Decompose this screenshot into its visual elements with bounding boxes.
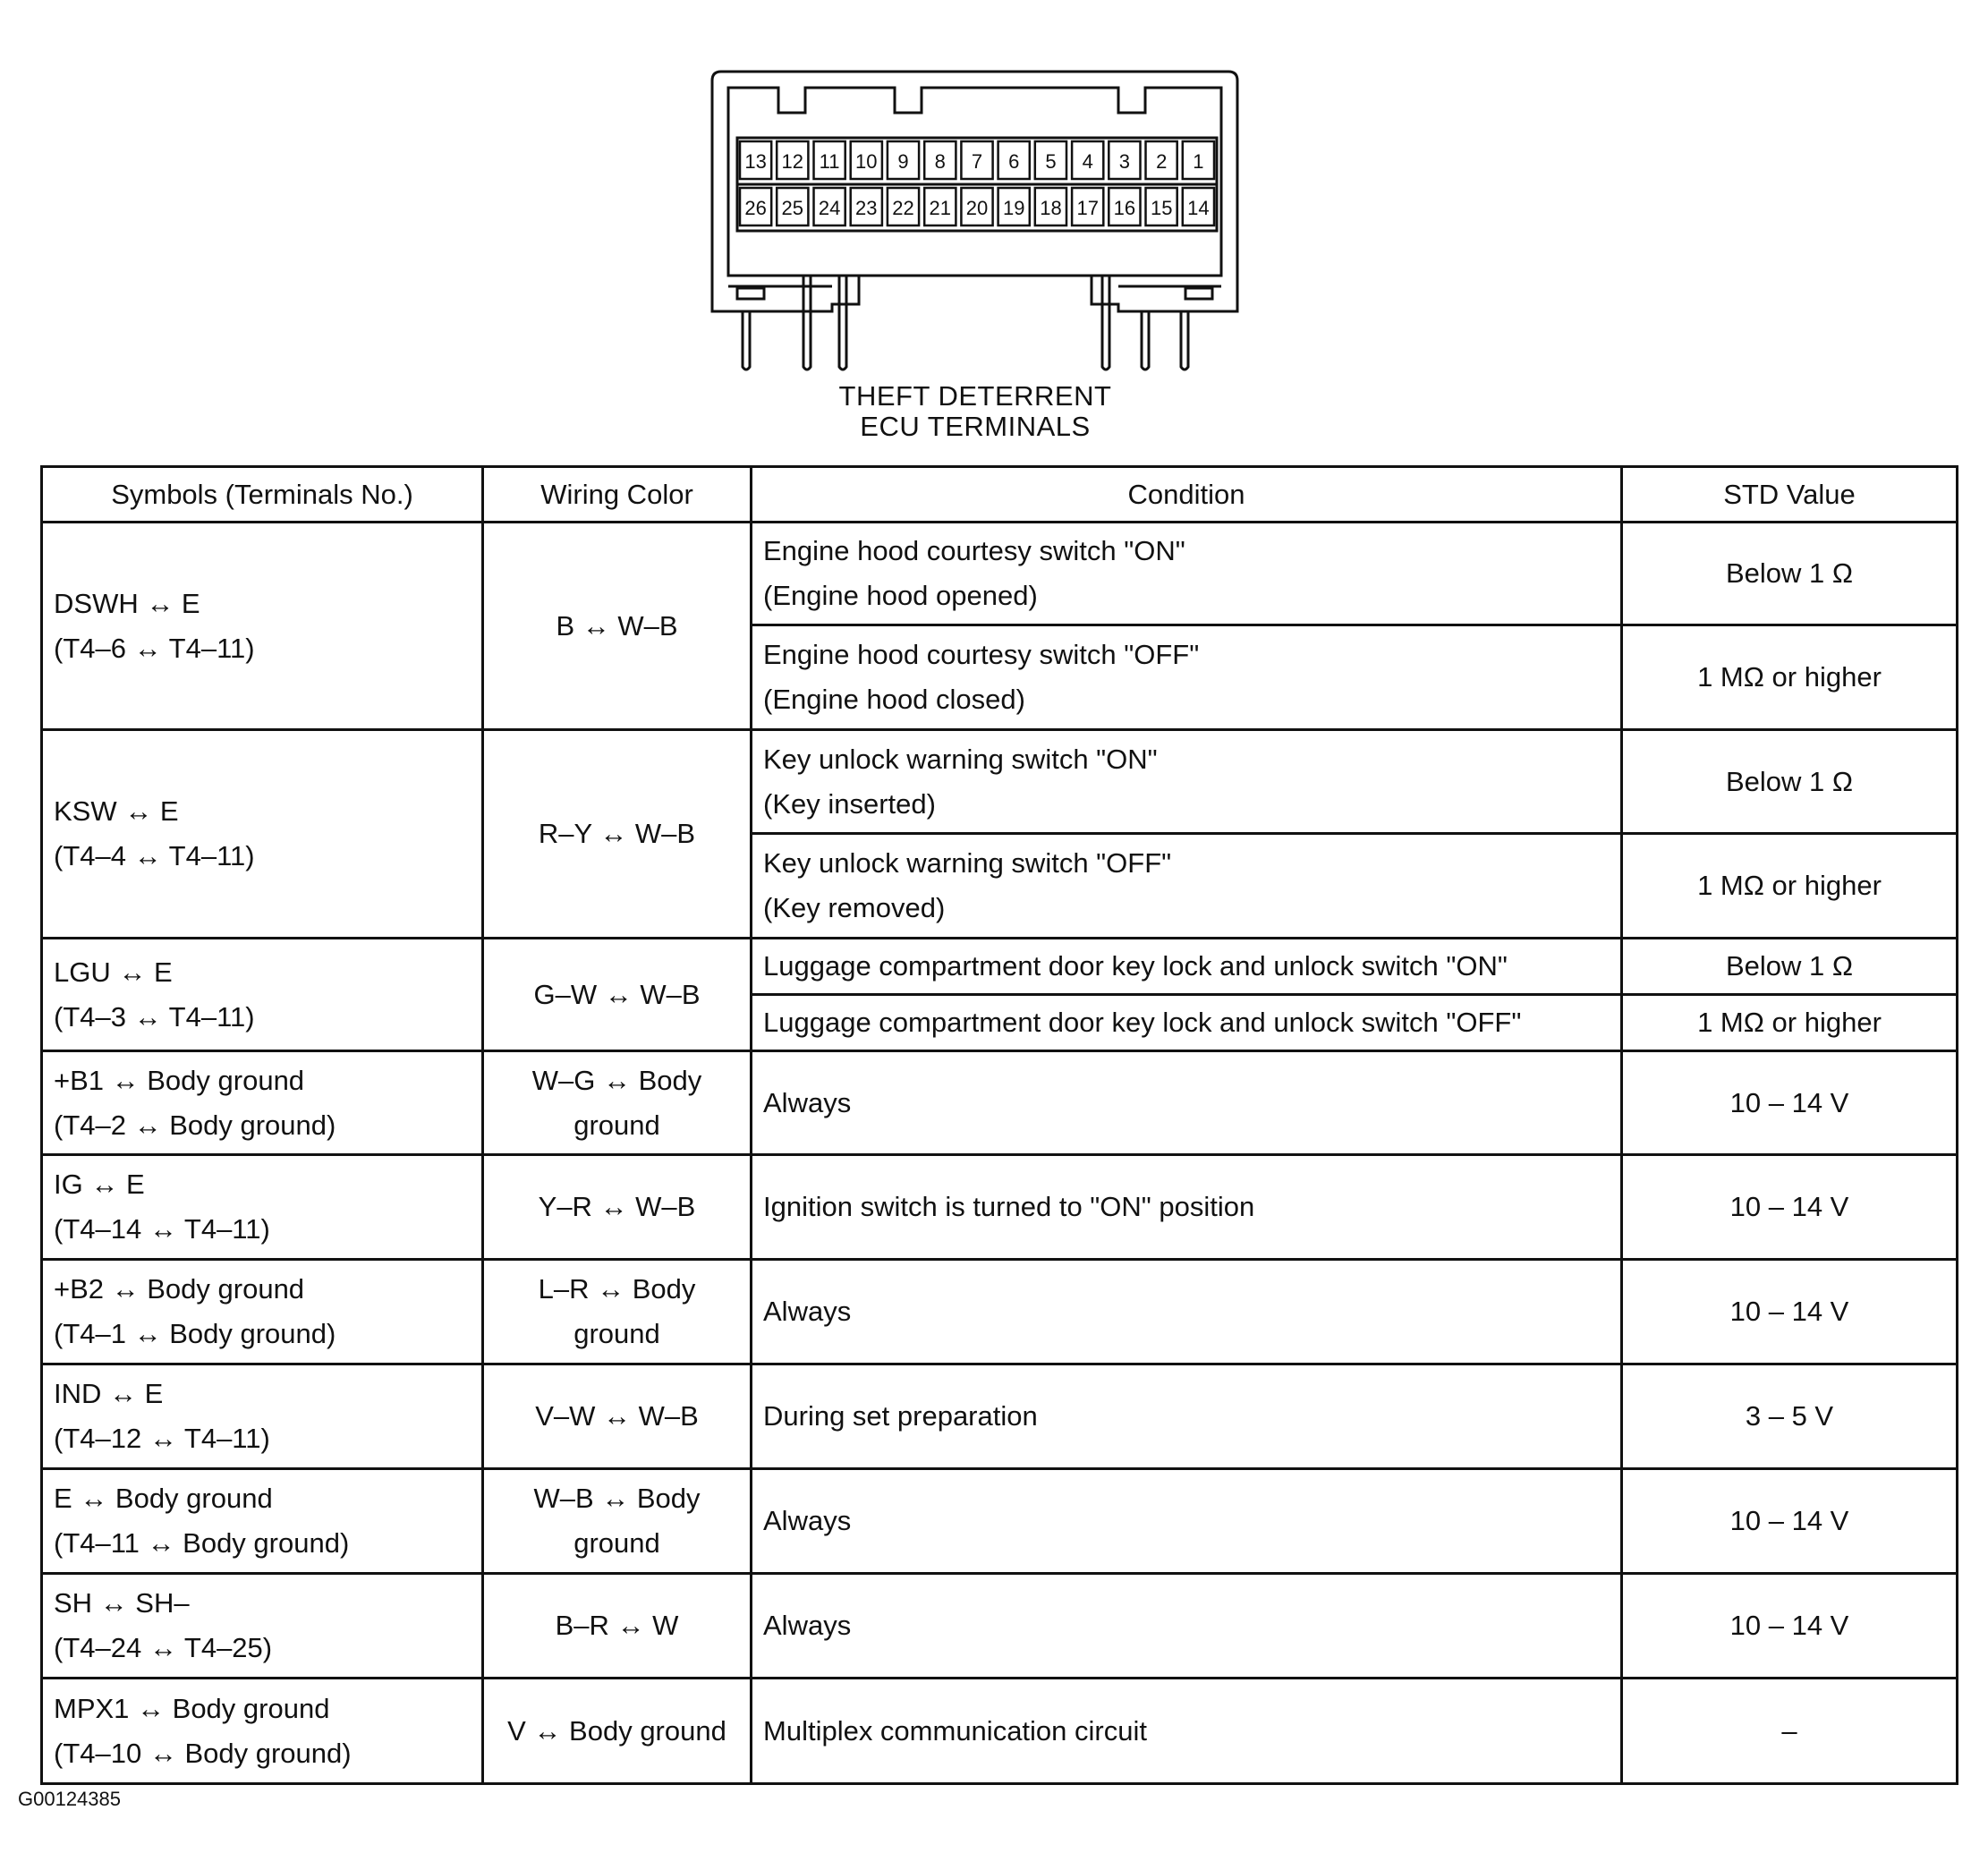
- terminal-numbers: (T4–11 ↔ Body ground): [54, 1527, 350, 1559]
- symbol-name: SH ↔ SH–: [54, 1587, 190, 1619]
- pin-number: 20: [965, 197, 989, 219]
- condition-text: Key unlock warning switch "ON": [763, 743, 1158, 775]
- symbol-name: +B2 ↔ Body ground: [54, 1273, 305, 1305]
- symbol-cell: [42, 1051, 483, 1155]
- pin-number: 8: [934, 150, 946, 173]
- condition-cell: During set preparation: [752, 1364, 1622, 1469]
- pin-number: 9: [897, 150, 909, 173]
- std-value-cell: 10 – 14 V: [1622, 1469, 1958, 1574]
- pin-number: 14: [1187, 197, 1210, 219]
- terminal-numbers: (T4–14 ↔ T4–11): [54, 1213, 270, 1245]
- symbol-cell: [42, 1469, 483, 1574]
- pin-number: 18: [1040, 197, 1062, 219]
- std-value-cell: 1 MΩ or higher: [1622, 995, 1958, 1051]
- table-row: [42, 939, 1958, 995]
- wiring-color-cell: Y–R ↔ W–B: [483, 1155, 752, 1260]
- symbol-cell: [42, 1679, 483, 1784]
- pin-number: 1: [1193, 150, 1204, 173]
- table-row: [42, 730, 1958, 834]
- condition-note: (Key inserted): [763, 787, 936, 820]
- table-row: [42, 1051, 1958, 1155]
- header-wiring-color: Wiring Color: [483, 467, 752, 523]
- pin-number: 10: [855, 150, 878, 173]
- std-value-cell: –: [1622, 1679, 1958, 1784]
- condition-cell: [752, 834, 1622, 939]
- wiring-color-cell: B–R ↔ W: [483, 1574, 752, 1679]
- condition-cell: Ignition switch is turned to "ON" position: [752, 1155, 1622, 1260]
- wiring-color-cell: R–Y ↔ W–B: [483, 730, 752, 939]
- ecu-connector-diagram: [698, 63, 1253, 376]
- std-value-cell: 1 MΩ or higher: [1622, 834, 1958, 939]
- condition-cell: Luggage compartment door key lock and unlock switch "OFF": [752, 995, 1622, 1051]
- pin-number: 6: [1008, 150, 1020, 173]
- header-std-value: STD Value: [1622, 467, 1958, 523]
- condition-cell: Always: [752, 1051, 1622, 1155]
- wiring-color-line1: W–G ↔ Body: [531, 1064, 702, 1096]
- pin-number: 26: [744, 197, 767, 219]
- table-row: [42, 1574, 1958, 1679]
- condition-cell: Multiplex communication circuit: [752, 1679, 1622, 1784]
- wiring-color-cell: [483, 1260, 752, 1364]
- std-value-cell: 10 – 14 V: [1622, 1051, 1958, 1155]
- wiring-color-line2: ground: [573, 1109, 660, 1141]
- wiring-color-line2: ground: [573, 1318, 660, 1349]
- symbol-cell: [42, 1364, 483, 1469]
- terminal-numbers: (T4–12 ↔ T4–11): [54, 1423, 270, 1454]
- pin-number: 25: [781, 197, 804, 219]
- pin-number: 24: [818, 197, 841, 219]
- condition-cell: [752, 523, 1622, 625]
- symbol-cell: [42, 939, 483, 1051]
- wiring-color-line1: L–R ↔ Body: [538, 1273, 696, 1305]
- wiring-color-cell: [483, 1051, 752, 1155]
- std-value-cell: Below 1 Ω: [1622, 523, 1958, 625]
- pin-number: 3: [1118, 150, 1131, 173]
- table-row: [42, 1364, 1958, 1469]
- pin-number: 17: [1076, 197, 1099, 219]
- std-value-cell: 10 – 14 V: [1622, 1574, 1958, 1679]
- symbol-cell: [42, 1574, 483, 1679]
- pin-number: 4: [1082, 150, 1093, 173]
- condition-cell: [752, 730, 1622, 834]
- terminal-numbers: (T4–24 ↔ T4–25): [54, 1632, 273, 1663]
- table-row: [42, 1679, 1958, 1784]
- std-value-cell: 1 MΩ or higher: [1622, 625, 1958, 730]
- symbol-cell: [42, 1260, 483, 1364]
- symbol-name: IND ↔ E: [54, 1378, 164, 1409]
- pin-number: 15: [1150, 197, 1173, 219]
- terminal-numbers: (T4–2 ↔ Body ground): [54, 1109, 336, 1141]
- terminal-numbers: (T4–10 ↔ Body ground): [54, 1737, 352, 1769]
- table-row: [42, 523, 1958, 625]
- symbol-name: KSW ↔ E: [54, 795, 179, 827]
- symbol-name: +B1 ↔ Body ground: [54, 1064, 305, 1096]
- terminal-numbers: (T4–6 ↔ T4–11): [54, 632, 255, 664]
- symbol-name: IG ↔ E: [54, 1169, 145, 1200]
- table-header-row: [42, 467, 1958, 523]
- symbol-name: DSWH ↔ E: [54, 587, 200, 619]
- table-row: [42, 1155, 1958, 1260]
- terminal-numbers: (T4–3 ↔ T4–11): [54, 1000, 255, 1033]
- condition-text: Engine hood courtesy switch "ON": [763, 535, 1185, 566]
- pin-number: 21: [929, 197, 952, 219]
- symbol-cell: [42, 730, 483, 939]
- condition-note: (Key removed): [763, 892, 946, 923]
- condition-note: (Engine hood opened): [763, 580, 1038, 611]
- diagram-caption-line2: ECU TERMINALS: [860, 411, 1091, 442]
- wiring-color-cell: V ↔ Body ground: [483, 1679, 752, 1784]
- symbol-name: E ↔ Body ground: [54, 1483, 273, 1514]
- pin-number: 23: [855, 197, 878, 219]
- pin-number: 22: [892, 197, 914, 219]
- condition-cell: Always: [752, 1260, 1622, 1364]
- terminal-numbers: (T4–1 ↔ Body ground): [54, 1318, 336, 1349]
- symbol-name: LGU ↔ E: [54, 956, 173, 988]
- std-value-cell: Below 1 Ω: [1622, 730, 1958, 834]
- wiring-color-cell: B ↔ W–B: [483, 523, 752, 730]
- diagram-caption-line1: THEFT DETERRENT: [838, 380, 1112, 412]
- wiring-color-cell: V–W ↔ W–B: [483, 1364, 752, 1469]
- pin-number: 5: [1045, 150, 1057, 173]
- pin-number: 16: [1113, 197, 1136, 219]
- std-value-cell: 10 – 14 V: [1622, 1155, 1958, 1260]
- terminal-numbers: (T4–4 ↔ T4–11): [54, 840, 255, 871]
- symbol-cell: [42, 523, 483, 730]
- symbol-cell: [42, 1155, 483, 1260]
- condition-text: Engine hood courtesy switch "OFF": [763, 639, 1200, 670]
- header-symbols: Symbols (Terminals No.): [42, 467, 483, 523]
- std-value-cell: 10 – 14 V: [1622, 1260, 1958, 1364]
- wiring-color-line1: W–B ↔ Body: [533, 1483, 701, 1514]
- pin-number: 19: [1002, 197, 1025, 219]
- condition-cell: Luggage compartment door key lock and unlock switch "ON": [752, 939, 1622, 995]
- std-value-cell: Below 1 Ω: [1622, 939, 1958, 995]
- condition-cell: Always: [752, 1574, 1622, 1679]
- condition-text: Key unlock warning switch "OFF": [763, 847, 1172, 879]
- wiring-color-line2: ground: [573, 1527, 660, 1559]
- condition-note: (Engine hood closed): [763, 684, 1025, 715]
- pin-number: 13: [744, 150, 767, 173]
- pin-number: 11: [819, 150, 840, 173]
- table-row: [42, 1469, 1958, 1574]
- wiring-color-cell: [483, 1469, 752, 1574]
- terminal-spec-table: [40, 465, 1958, 1785]
- std-value-cell: 3 – 5 V: [1622, 1364, 1958, 1469]
- wiring-color-cell: G–W ↔ W–B: [483, 939, 752, 1051]
- symbol-name: MPX1 ↔ Body ground: [54, 1692, 330, 1724]
- header-condition: Condition: [752, 467, 1622, 523]
- pin-number: 2: [1156, 150, 1168, 173]
- table-row: [42, 1260, 1958, 1364]
- pin-number: 12: [781, 150, 804, 173]
- figure-id: G00124385: [18, 1788, 121, 1810]
- condition-cell: [752, 625, 1622, 730]
- pin-number: 7: [971, 150, 983, 173]
- condition-cell: Always: [752, 1469, 1622, 1574]
